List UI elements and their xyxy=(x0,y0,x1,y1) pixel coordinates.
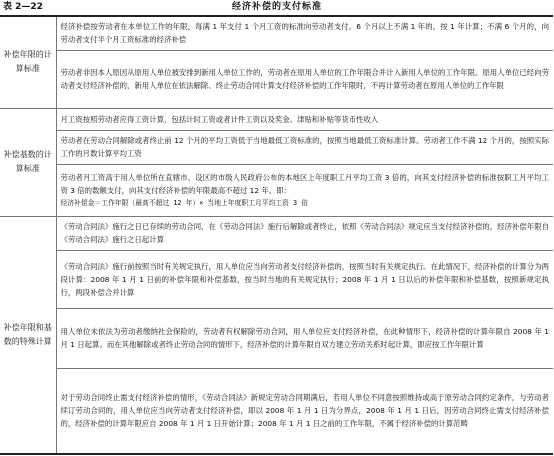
category-cell-special: 补偿年限和基数的特殊计算 xyxy=(0,216,56,454)
category-cell-years: 补偿年限的计算标准 xyxy=(0,16,56,108)
table-row xyxy=(0,16,553,50)
content-cell: 《劳动合同法》施行之日已存续的劳动合同，在《劳动合同法》施行后解除或者终止，依照《劳动合同法》规定应当支付经济补偿的，经济补偿年限自《劳动合同法》施行之日起计算 xyxy=(56,216,553,250)
content-cell: 月工资按照劳动者应得工资计算，包括计时工资或者计件工资以及奖金、津贴和补贴等货币性收入 xyxy=(56,108,553,130)
cap-rule-text: 劳动者月工资高于用人单位所在直辖市、设区的市级人民政府公布的本地区上年度职工月平均工资 3 倍的，向其支付经济补偿的标准按职工月平均工资 3 倍的数额支付，向其支付经济补偿的年限最高不超过 12 年。即： xyxy=(60,172,549,195)
compensation-standard-table xyxy=(0,15,553,455)
content-cell: 经济补偿按劳动者在本单位工作的年限，每满 1 年支付 1 个月工资的标准向劳动者支付。6 个月以上不满 1 年的，按 1 年计算；不满 6 个月的，向劳动者支付半个月工资标准的经济补偿 xyxy=(56,16,553,50)
content-cell xyxy=(56,164,553,216)
table-caption xyxy=(0,0,554,14)
table-row xyxy=(0,368,553,454)
table-row xyxy=(0,308,553,368)
content-cell: 《劳动合同法》施行前按照当时有关规定执行，用人单位应当向劳动者支付经济补偿的，按照当时有关规定执行。在此情况下，经济补偿的计算分为两段计算：2008 年 1 月 1 日前的补偿年限和补偿基数，按当时当地的有关规定执行；2008 年 1 月 1 日以后的补偿年限和补偿基数，按照新规定执行，两段补偿合并计算 xyxy=(56,250,553,308)
table-title: 经济补偿的支付标准 xyxy=(231,2,322,12)
table-row xyxy=(0,50,553,108)
category-cell-base: 补偿基数的计算标准 xyxy=(0,108,56,216)
content-cell: 劳动者非因本人原因从原用人单位被安排到新用人单位工作的，劳动者在原用人单位的工作年限合并计入新用人单位的工作年限。原用人单位已经向劳动者支付经济补偿的，新用人单位在依法解除、终止劳动合同计算支付经济补偿的工作年限时，不再计算劳动者在原用人单位的工作年限 xyxy=(56,50,553,108)
table-row xyxy=(0,108,553,130)
table-number: 表 2—22 xyxy=(3,2,43,12)
table-row xyxy=(0,216,553,250)
table-row xyxy=(0,130,553,164)
content-cell: 劳动者在劳动合同解除或者终止前 12 个月的平均工资低于当地最低工资标准的，按照当地最低工资标准计算。劳动者工作不满 12 个月的，按照实际工作的月数计算平均工资 xyxy=(56,130,553,164)
table-row xyxy=(0,164,553,216)
table-row xyxy=(0,250,553,308)
compensation-formula: 经济补偿金＝工作年限（最高不超过 12 年）× 当地上年度职工月平均工资 3 倍 xyxy=(60,198,309,207)
content-cell: 对于劳动合同终止需支付经济补偿的情形，《劳动合同法》新规定劳动合同期满后，若用人单位不同意按照维持或高于原劳动合同约定条件，与劳动者续订劳动合同的，用人单位应当向劳动者支付经济补偿，即以 2008 年 1 月 1 日为分界点，2008 年 1 月 1 日后，因劳动合同终止需支付经济补偿的，经济补偿的计算年限应自 2008 年 1 月 1 日开始计算；2008 年 1 月 1 日之前的工作年限，不属于经济补偿的计算范畴 xyxy=(56,368,553,454)
content-cell: 用人单位未依法为劳动者缴纳社会保险的，劳动者有权解除劳动合同，用人单位应支付经济补偿，在此种情形下，经济补偿的计算年限自 2008 年 1 月 1 日起算。而在其他解除或者终止劳动合同的情形下，经济补偿的计算年限自双方建立劳动关系时起计算，即应按工作年限计算 xyxy=(56,308,553,368)
